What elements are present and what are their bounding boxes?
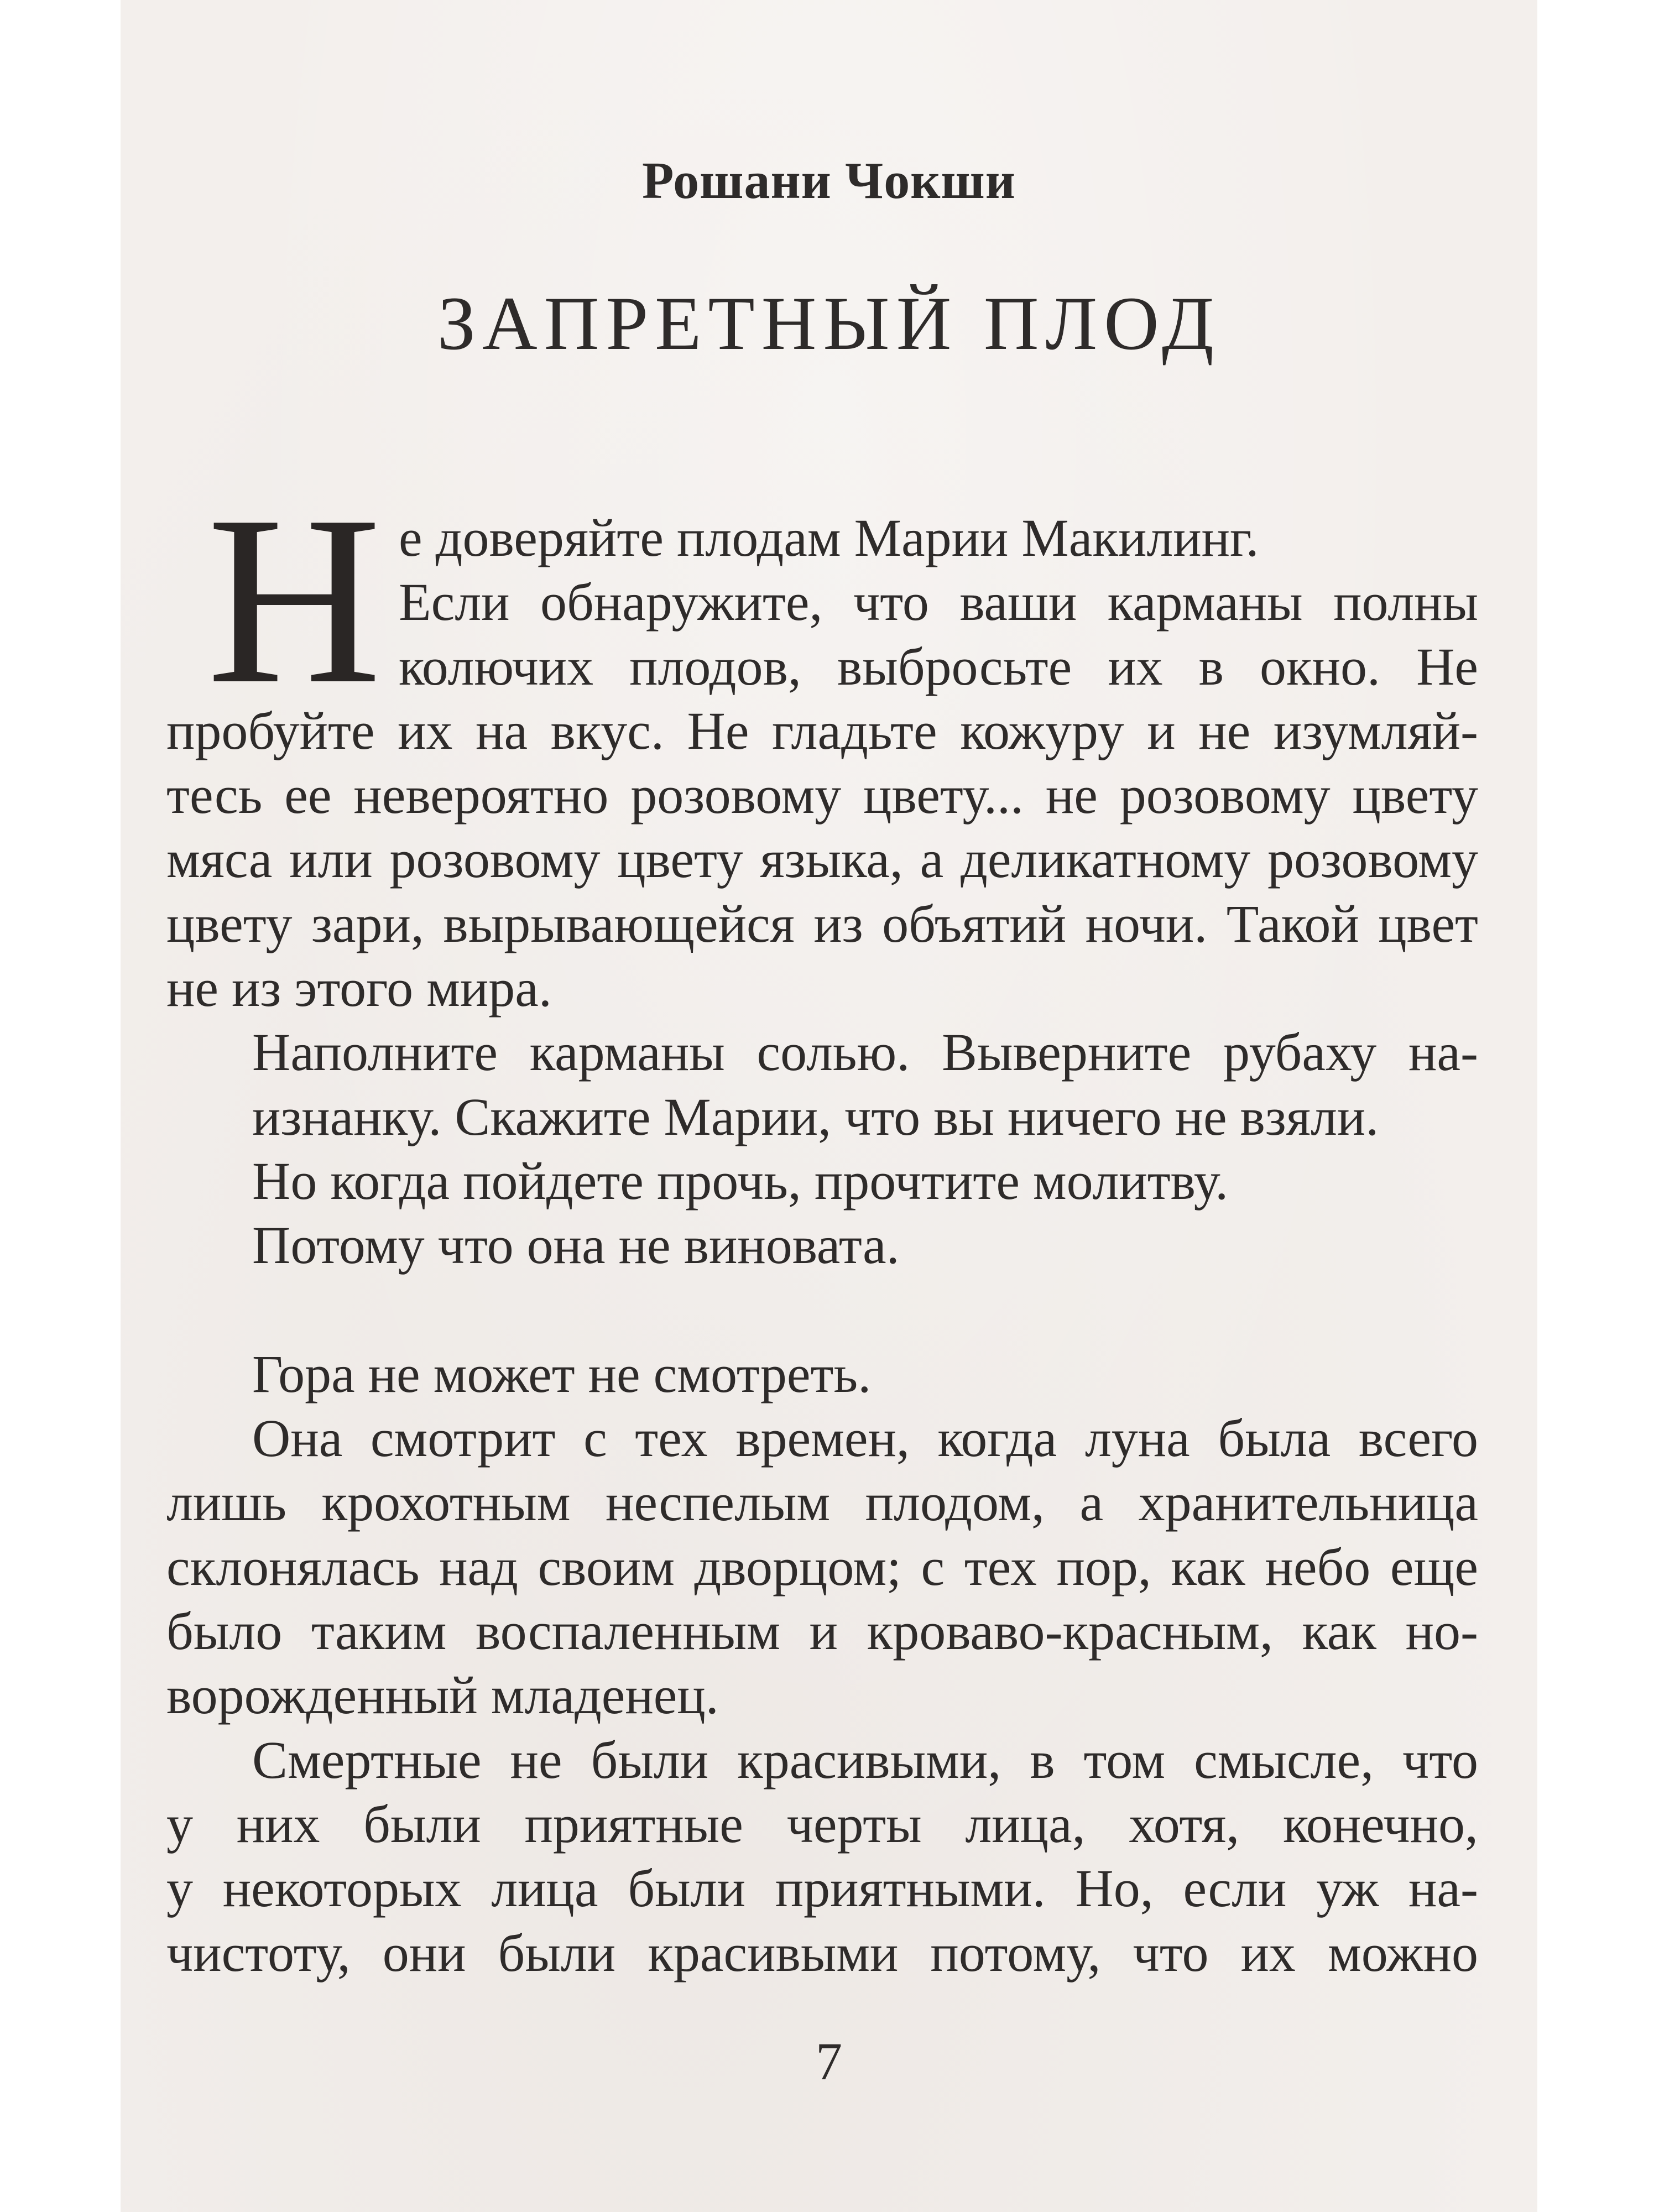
text-line: Гора не может не смотреть. [252,1344,872,1404]
text-line: тесь ее невероятно розовому цвету... не розовому цвету [166,765,1478,825]
text-line: лишь крохотным неспелым плодом, а хранительница [166,1473,1478,1532]
page-number: 7 [816,2032,842,2091]
text-line: Наполните карманы солью. Выверните рубаху на- [252,1022,1478,1082]
text-line: е доверяйте плодам Марии Макилинг. [399,508,1259,567]
text-line: склонялась над своим дворцом; с тех пор, как небо еще [166,1537,1478,1597]
text-line: ворожденный младенец. [166,1666,719,1725]
text-line: не из этого мира. [166,958,552,1018]
body-text [166,466,1478,1985]
text-line: пробуйте их на вкус. Не гладьте кожуру и не изумляй- [166,701,1478,760]
text-line: чистоту, они были красивыми потому, что их можно [166,1923,1478,1983]
book-page [121,0,1537,2212]
chapter-title: ЗАПРЕТНЫЙ ПЛОД [437,281,1221,366]
text-line: изнанку. Скажите Марии, что вы ничего не взяли. [252,1087,1379,1146]
author-name: Рошани Чокши [642,152,1016,210]
text-line: Смертные не были красивыми, в том смысле, что [252,1730,1478,1790]
text-line: Она смотрит с тех времен, когда луна была всего [252,1408,1478,1468]
text-line: Но когда пойдете прочь, прочтите молитву. [252,1151,1229,1211]
text-line: Если обнаружите, что ваши карманы полны [399,572,1478,632]
text-line: мяса или розовому цвету языка, а деликатному розовому [166,830,1478,889]
text-line: цвету зари, вырывающейся из объятий ночи. Такой цвет [166,894,1478,953]
drop-cap: Н [207,466,382,734]
text-line: Потому что она не виновата. [252,1215,900,1275]
text-line: было таким воспаленным и кроваво-красным, как но- [166,1601,1478,1661]
text-line: у них были приятные черты лица, хотя, конечно, [166,1794,1478,1854]
text-line: у некоторых лица были приятными. Но, если уж на- [166,1859,1478,1918]
section-break [166,1278,1478,1342]
text-line: колючих плодов, выбросьте их в окно. Не [399,637,1478,696]
